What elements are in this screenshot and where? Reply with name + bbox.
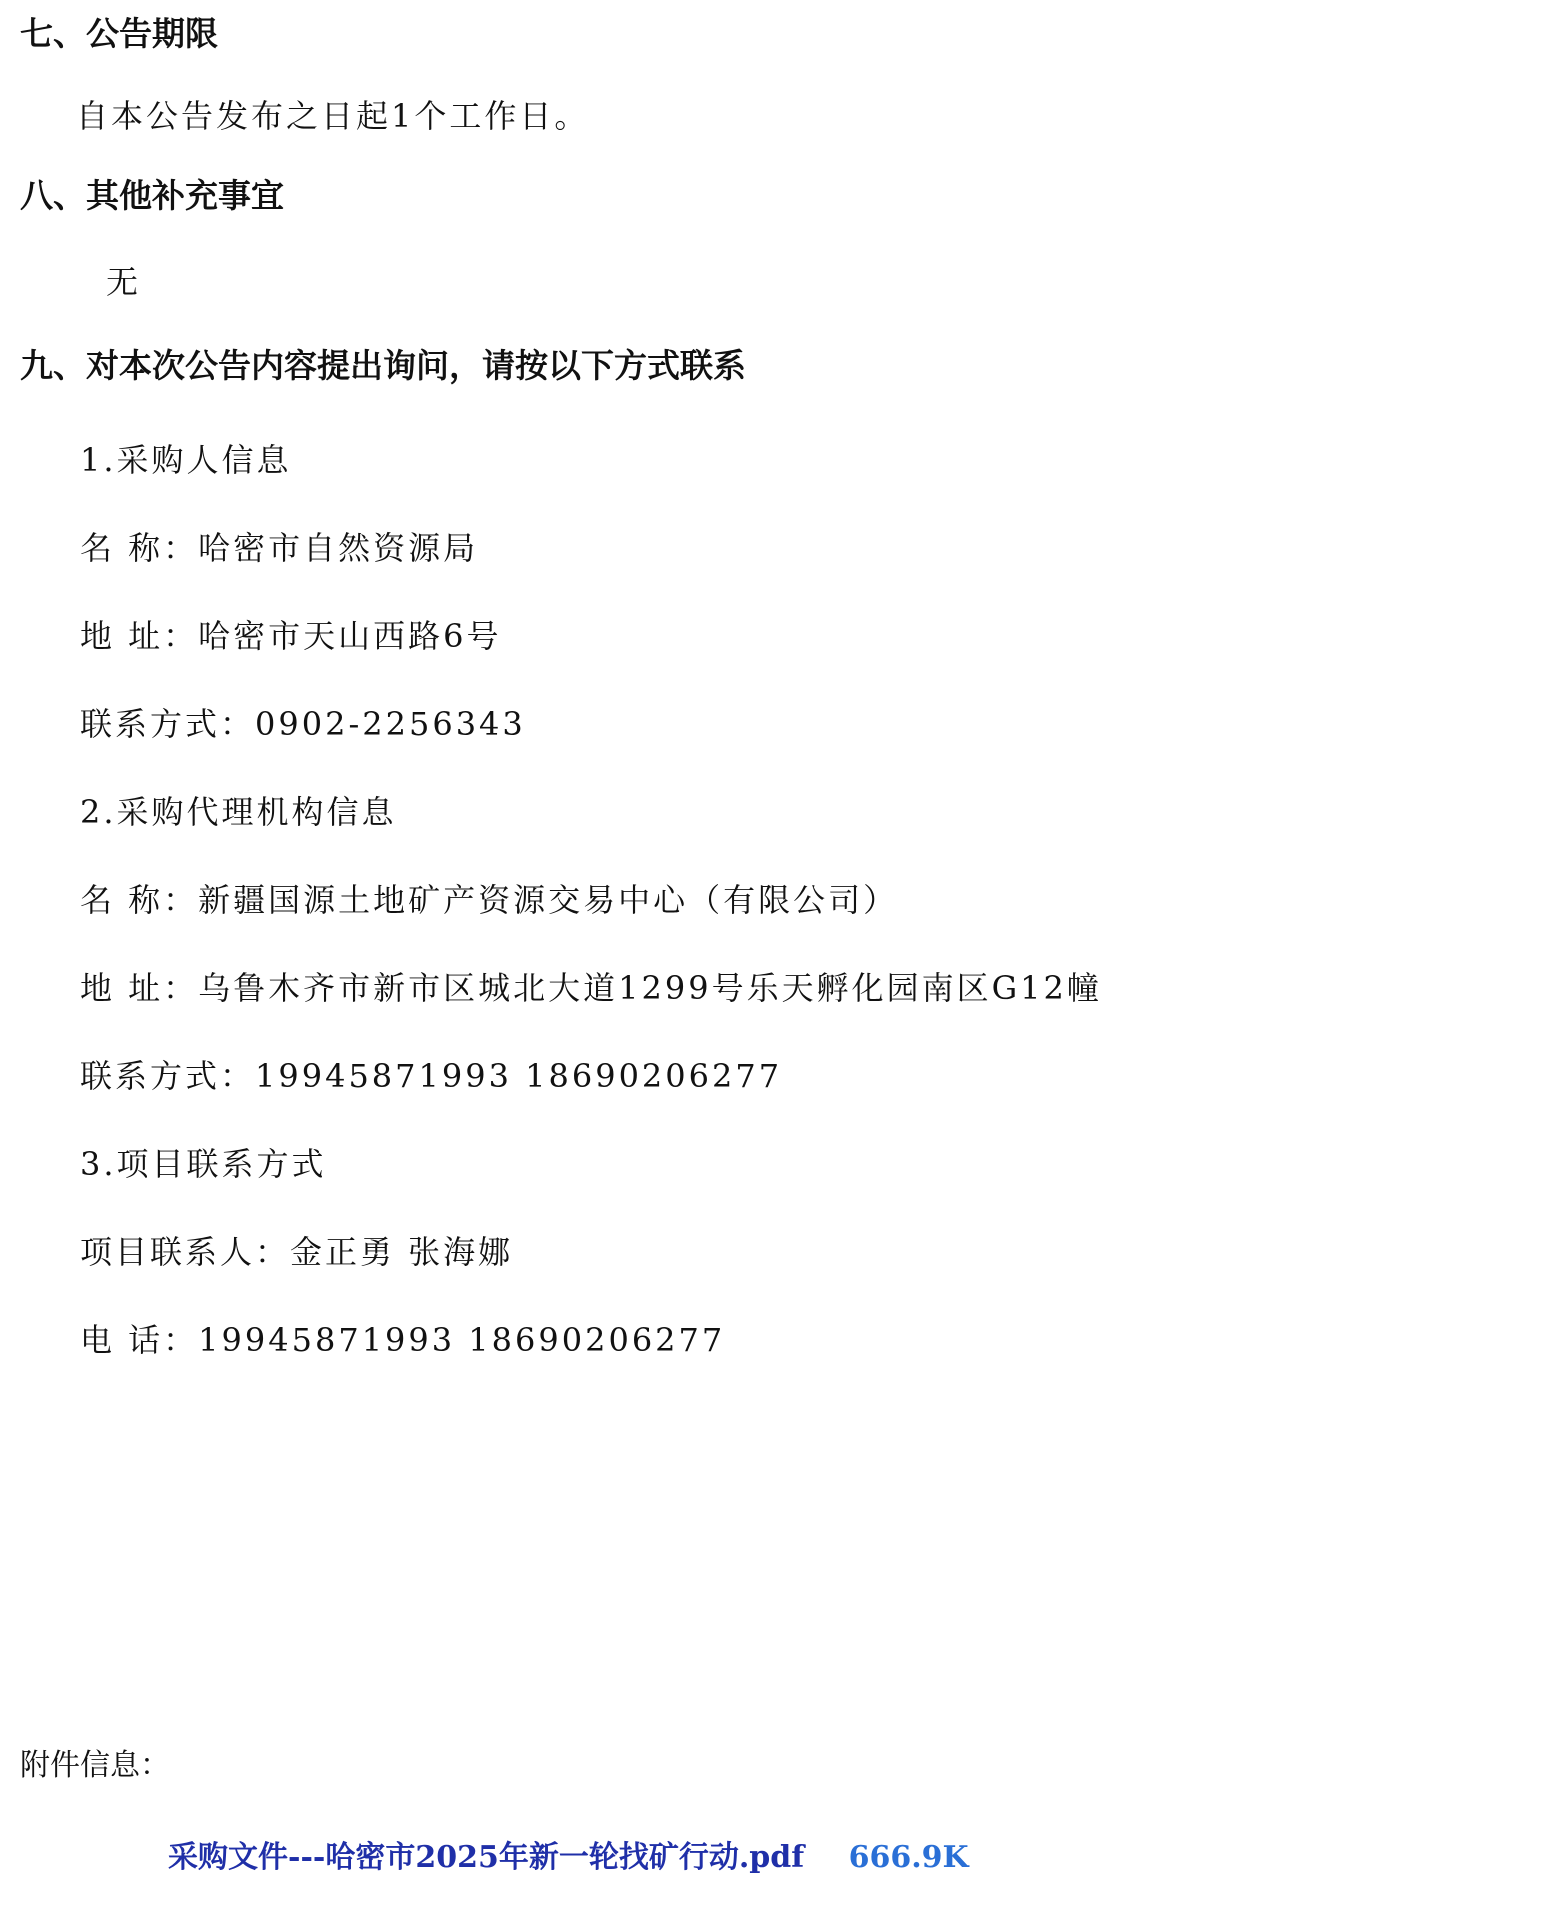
section-heading-other-matters: 八、其他补充事宜 [20, 176, 284, 215]
attachment-file-link[interactable]: 采购文件---哈密市2025年新一轮找矿行动.pdf [168, 1840, 805, 1875]
agency-address: 地 址：乌鲁木齐市新市区城北大道1299号乐天孵化园南区G12幢 [80, 969, 1102, 1007]
agency-name: 名 称：新疆国源土地矿产资源交易中心（有限公司） [80, 881, 899, 919]
attachments-label: 附件信息： [20, 1748, 170, 1783]
attachment-file-size: 666.9K [848, 1840, 969, 1875]
purchaser-address: 地 址：哈密市天山西路6号 [80, 617, 502, 655]
other-matters-text: 无 [106, 263, 142, 301]
agency-contact: 联系方式：19945871993 18690206277 [80, 1057, 783, 1095]
project-contact-phone: 电 话：19945871993 18690206277 [80, 1321, 726, 1359]
project-contact-person: 项目联系人：金正勇 张海娜 [80, 1233, 514, 1271]
agency-info-title: 2.采购代理机构信息 [80, 793, 397, 831]
announcement-period-text: 自本公告发布之日起1个工作日。 [76, 97, 590, 135]
attachment-item [168, 1838, 969, 1878]
project-contact-title: 3.项目联系方式 [80, 1145, 327, 1183]
section-heading-announcement-period: 七、公告期限 [20, 14, 218, 53]
purchaser-contact: 联系方式：0902-2256343 [80, 705, 526, 743]
purchaser-name: 名 称：哈密市自然资源局 [80, 529, 479, 567]
purchaser-info-title: 1.采购人信息 [80, 441, 292, 479]
section-heading-contact: 九、对本次公告内容提出询问，请按以下方式联系 [20, 346, 746, 385]
